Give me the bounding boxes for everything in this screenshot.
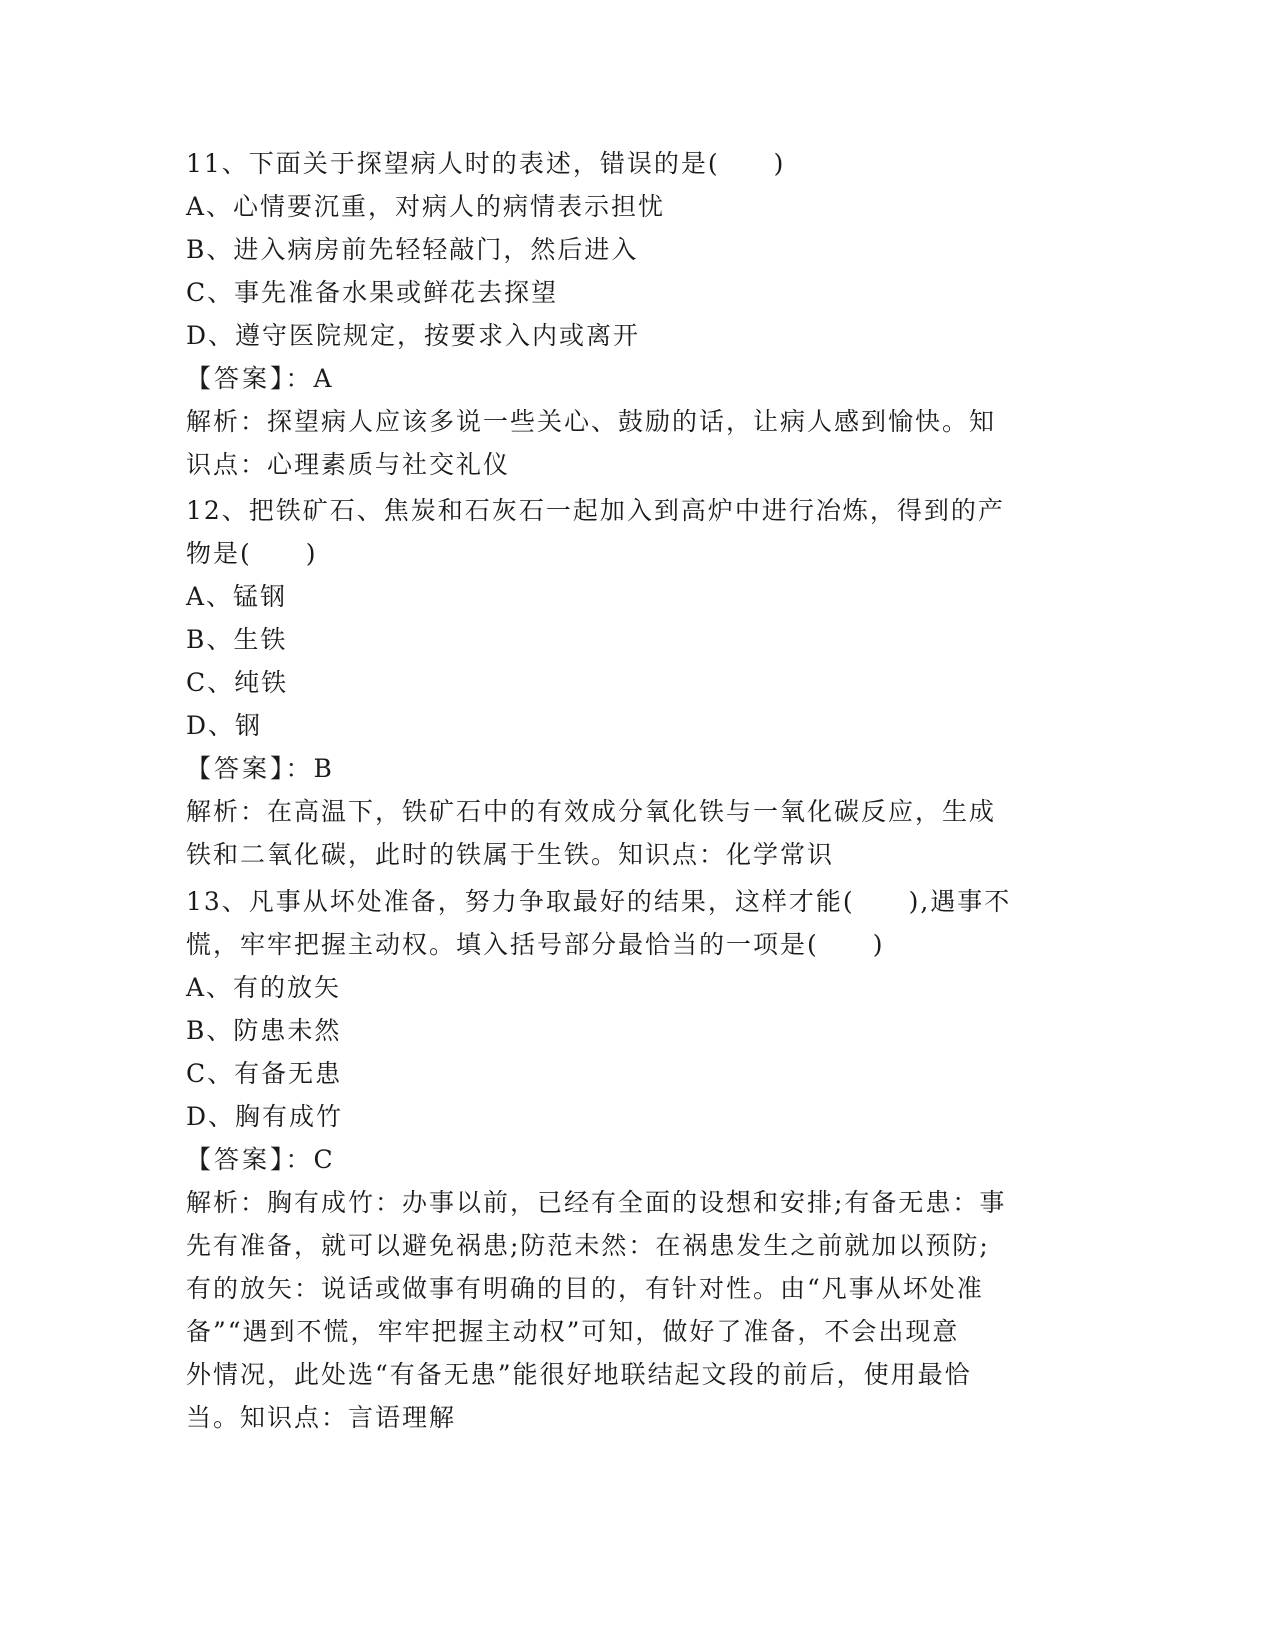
question-11 <box>186 142 1066 486</box>
analysis-line: 先有准备，就可以避免祸患;防范未然：在祸患发生之前就加以预防; <box>186 1231 990 1260</box>
option-b: B、进入病房前先轻轻敲门，然后进入 <box>186 235 639 264</box>
question-stem: 物是( ) <box>186 539 318 568</box>
analysis-line: 铁和二氧化碳，此时的铁属于生铁。知识点：化学常识 <box>186 840 835 869</box>
question-12 <box>186 489 1066 876</box>
option-a: A、心情要沉重，对病人的病情表示担忧 <box>186 192 666 221</box>
analysis-line: 解析：胸有成竹：办事以前，已经有全面的设想和安排;有备无患：事 <box>186 1188 1007 1217</box>
option-b: B、生铁 <box>186 625 288 654</box>
analysis-line: 解析：探望病人应该多说一些关心、鼓励的话，让病人感到愉快。知 <box>186 407 997 436</box>
question-stem: 慌，牢牢把握主动权。填入括号部分最恰当的一项是( ) <box>186 930 885 959</box>
option-b: B、防患未然 <box>186 1016 342 1045</box>
analysis-line: 解析：在高温下，铁矿石中的有效成分氧化铁与一氧化碳反应，生成 <box>186 797 997 826</box>
analysis-line: 识点：心理素质与社交礼仪 <box>186 450 511 479</box>
analysis-line: 备”“遇到不慌，牢牢把握主动权”可知，做好了准备，不会出现意 <box>186 1317 960 1346</box>
question-stem: 12、把铁矿石、焦炭和石灰石一起加入到高炉中进行冶炼，得到的产 <box>186 496 1005 525</box>
answer: 【答案】：B <box>186 754 335 783</box>
option-c: C、有备无患 <box>186 1059 343 1088</box>
option-a: A、锰钢 <box>186 582 288 611</box>
option-d: D、胸有成竹 <box>186 1102 344 1131</box>
analysis-line: 有的放矢：说话或做事有明确的目的，有针对性。由“凡事从坏处准 <box>186 1274 984 1303</box>
question-13 <box>186 880 1066 1439</box>
option-d: D、钢 <box>186 711 263 740</box>
option-d: D、遵守医院规定，按要求入内或离开 <box>186 321 641 350</box>
answer: 【答案】：C <box>186 1145 336 1174</box>
analysis-line: 外情况，此处选“有备无患”能很好地联结起文段的前后，使用最恰 <box>186 1360 972 1389</box>
option-a: A、有的放矢 <box>186 973 342 1002</box>
question-stem: 11、下面关于探望病人时的表述，错误的是( ) <box>186 149 786 178</box>
answer: 【答案】：A <box>186 364 335 393</box>
option-c: C、纯铁 <box>186 668 289 697</box>
question-stem: 13、凡事从坏处准备，努力争取最好的结果，这样才能( ),遇事不 <box>186 887 1012 916</box>
option-c: C、事先准备水果或鲜花去探望 <box>186 278 559 307</box>
analysis-line: 当。知识点：言语理解 <box>186 1403 457 1432</box>
